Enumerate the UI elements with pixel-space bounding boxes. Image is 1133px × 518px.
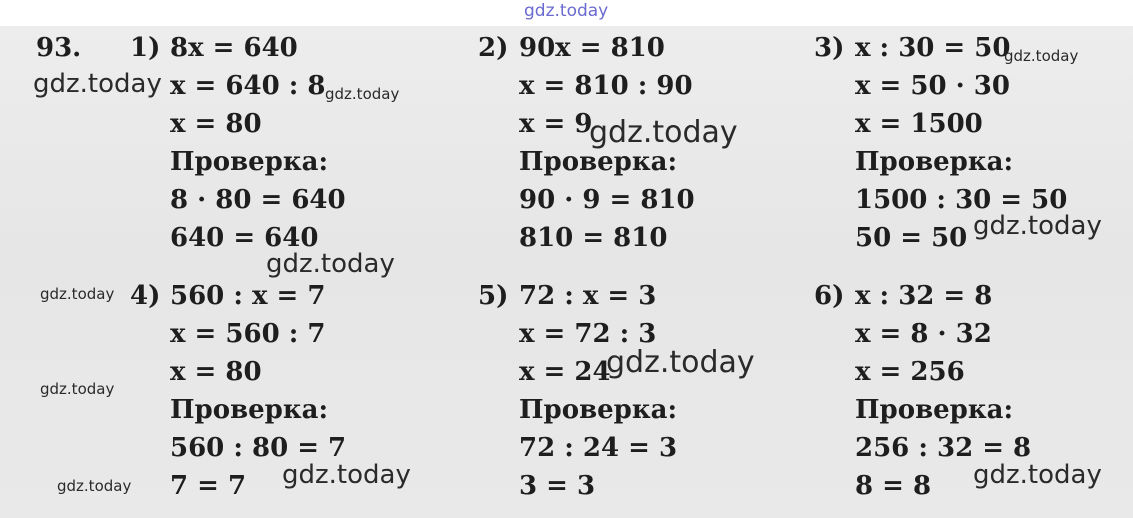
watermark: gdz.today (589, 115, 738, 150)
problem-1-line-5: 8 · 80 = 640 (170, 185, 346, 215)
problem-3-line-6: 50 = 50 (855, 223, 968, 253)
watermark: gdz.today (57, 477, 132, 495)
problem-5-label: 5) (478, 281, 509, 311)
problem-number: 93. (36, 33, 82, 63)
problem-3-line-3: x = 1500 (855, 109, 983, 139)
problem-1-line-4: Проверка: (170, 147, 329, 177)
problem-5-line-1: 72 : x = 3 (519, 281, 657, 311)
problem-3-line-4: Проверка: (855, 147, 1014, 177)
watermark: gdz.today (973, 460, 1102, 490)
watermark: gdz.today (33, 69, 162, 99)
problem-6-label: 6) (814, 281, 845, 311)
problem-6-line-5: 256 : 32 = 8 (855, 433, 1032, 463)
problem-6-line-1: x : 32 = 8 (855, 281, 993, 311)
problem-5-line-2: x = 72 : 3 (519, 319, 657, 349)
watermark: gdz.today (325, 85, 400, 103)
problem-6-line-3: x = 256 (855, 357, 965, 387)
watermark: gdz.today (40, 380, 115, 398)
problem-2-line-1: 90x = 810 (519, 33, 665, 63)
problem-5-line-3: x = 24 (519, 357, 611, 387)
problem-6-line-4: Проверка: (855, 395, 1014, 425)
watermark: gdz.today (282, 460, 411, 490)
problem-4-label: 4) (130, 281, 161, 311)
watermark: gdz.today (1004, 47, 1079, 65)
problem-2-line-3: x = 9 (519, 109, 593, 139)
problem-2-line-2: x = 810 : 90 (519, 71, 693, 101)
problem-5-line-5: 72 : 24 = 3 (519, 433, 678, 463)
problem-4-line-2: x = 560 : 7 (170, 319, 326, 349)
problem-2-line-4: Проверка: (519, 147, 678, 177)
problem-3-line-1: x : 30 = 50 (855, 33, 1011, 63)
watermark: gdz.today (606, 345, 755, 380)
problem-5-line-6: 3 = 3 (519, 471, 596, 501)
problem-4-line-5: 560 : 80 = 7 (170, 433, 347, 463)
problem-6-line-2: x = 8 · 32 (855, 319, 992, 349)
problem-6-line-6: 8 = 8 (855, 471, 932, 501)
problem-4-line-4: Проверка: (170, 395, 329, 425)
problem-5-line-4: Проверка: (519, 395, 678, 425)
watermark: gdz.today (40, 285, 115, 303)
watermark-top: gdz.today (524, 1, 609, 21)
problem-2-line-6: 810 = 810 (519, 223, 668, 253)
problem-1-line-1: 8x = 640 (170, 33, 298, 63)
problem-3-label: 3) (814, 33, 845, 63)
problem-1-line-3: x = 80 (170, 109, 262, 139)
problem-3-line-5: 1500 : 30 = 50 (855, 185, 1068, 215)
problem-2-label: 2) (478, 33, 509, 63)
problem-3-line-2: x = 50 · 30 (855, 71, 1010, 101)
problem-4-line-6: 7 = 7 (170, 471, 247, 501)
watermark: gdz.today (266, 249, 395, 279)
problem-1-label: 1) (130, 33, 161, 63)
problem-1-line-6: 640 = 640 (170, 223, 319, 253)
problem-4-line-3: x = 80 (170, 357, 262, 387)
watermark: gdz.today (973, 211, 1102, 241)
problem-2-line-5: 90 · 9 = 810 (519, 185, 695, 215)
problem-4-line-1: 560 : x = 7 (170, 281, 326, 311)
problem-1-line-2: x = 640 : 8 (170, 71, 326, 101)
